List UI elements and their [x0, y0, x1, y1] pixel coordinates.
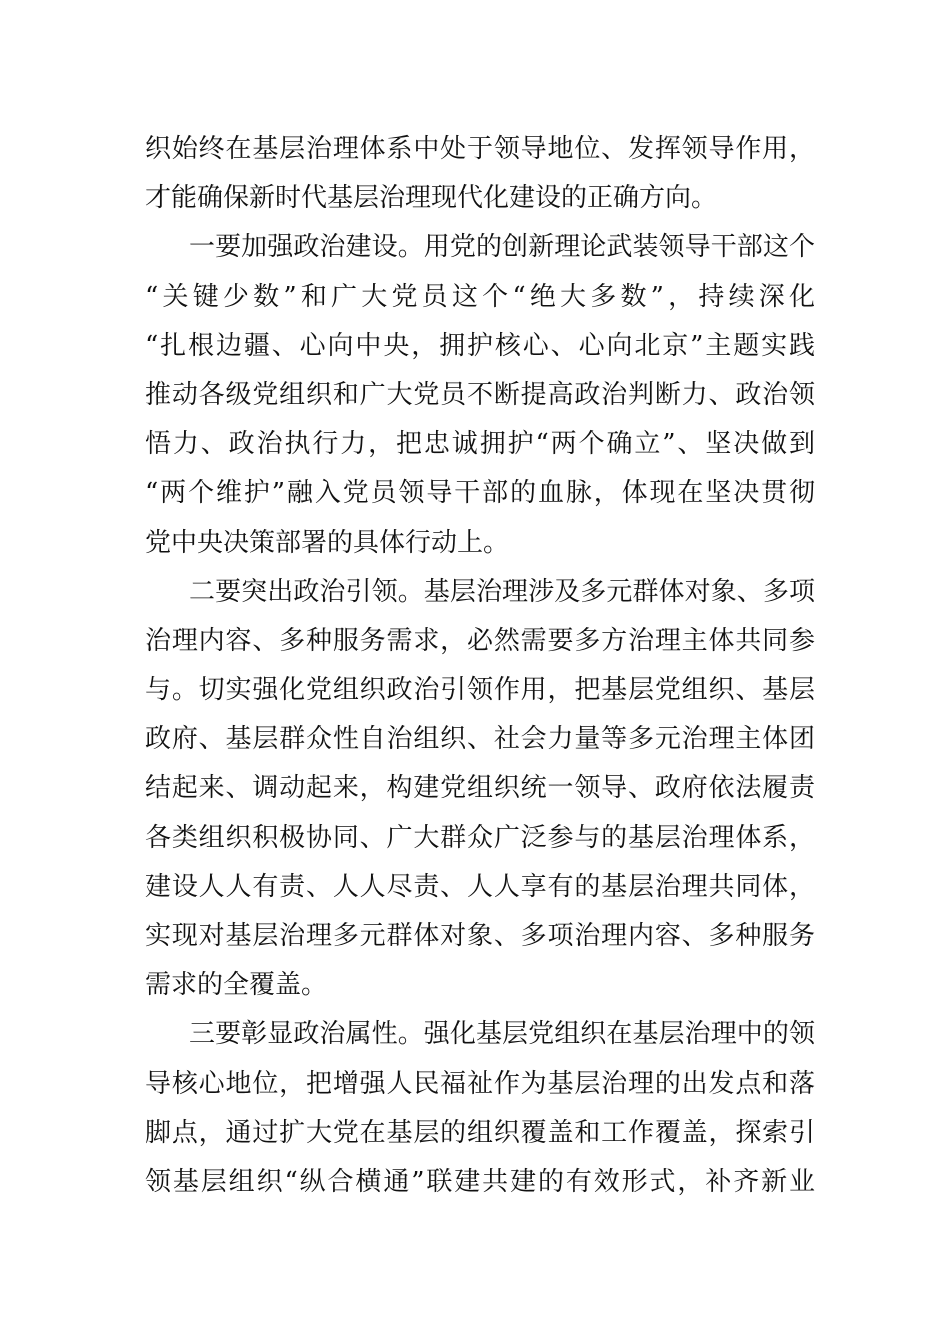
- text-line: “两个维护”融入党员领导干部的血脉，体现在坚决贯彻: [145, 478, 815, 509]
- text-line: 实现对基层治理多元群体对象、多项治理内容、多种服务: [145, 921, 815, 951]
- text-line: 悟力、政治执行力，把忠诚拥护“两个确立”、坚决做到: [145, 429, 815, 460]
- paragraph-first-line: 一要加强政治建设。用党的创新理论武装领导干部这个: [189, 232, 815, 263]
- text-line: 需求的全覆盖。: [145, 970, 328, 1001]
- text-line: 脚点，通过扩大党在基层的组织覆盖和工作覆盖，探索引: [145, 1117, 815, 1148]
- text-line: “关键少数”和广大党员这个“绝大多数”，持续深化: [145, 281, 815, 312]
- body-text: [145, 125, 815, 1207]
- paragraph-first-line: 三要彰显政治属性。强化基层党组织在基层治理中的领: [189, 1019, 815, 1050]
- text-line: 导核心地位，把增强人民福祉作为基层治理的出发点和落: [145, 1068, 815, 1099]
- text-line: 党中央决策部署的具体行动上。: [145, 527, 510, 558]
- text-line: 领基层组织“纵合横通”联建共建的有效形式，补齐新业: [145, 1166, 815, 1197]
- text-line: 建设人人有责、人人尽责、人人享有的基层治理共同体，: [145, 871, 815, 902]
- text-line: “扎根边疆、心向中央，拥护核心、心向北京”主题实践: [145, 330, 815, 361]
- text-line: 治理内容、多种服务需求，必然需要多方治理主体共同参: [145, 625, 815, 656]
- text-line: 政府、基层群众性自治组织、社会力量等多元治理主体团: [145, 724, 815, 755]
- text-line: 各类组织积极协同、广大群众广泛参与的基层治理体系，: [145, 822, 815, 853]
- text-line: 结起来、调动起来，构建党组织统一领导、政府依法履责: [145, 773, 815, 804]
- text-line: 才能确保新时代基层治理现代化建设的正确方向。: [145, 183, 718, 214]
- text-line: 推动各级党组织和广大党员不断提高政治判断力、政治领: [145, 379, 815, 410]
- paragraph-first-line: 二要突出政治引领。基层治理涉及多元群体对象、多项: [189, 576, 815, 607]
- text-line: 织始终在基层治理体系中处于领导地位、发挥领导作用，: [145, 134, 815, 164]
- text-line: 与。切实强化党组织政治引领作用，把基层党组织、基层: [145, 675, 815, 706]
